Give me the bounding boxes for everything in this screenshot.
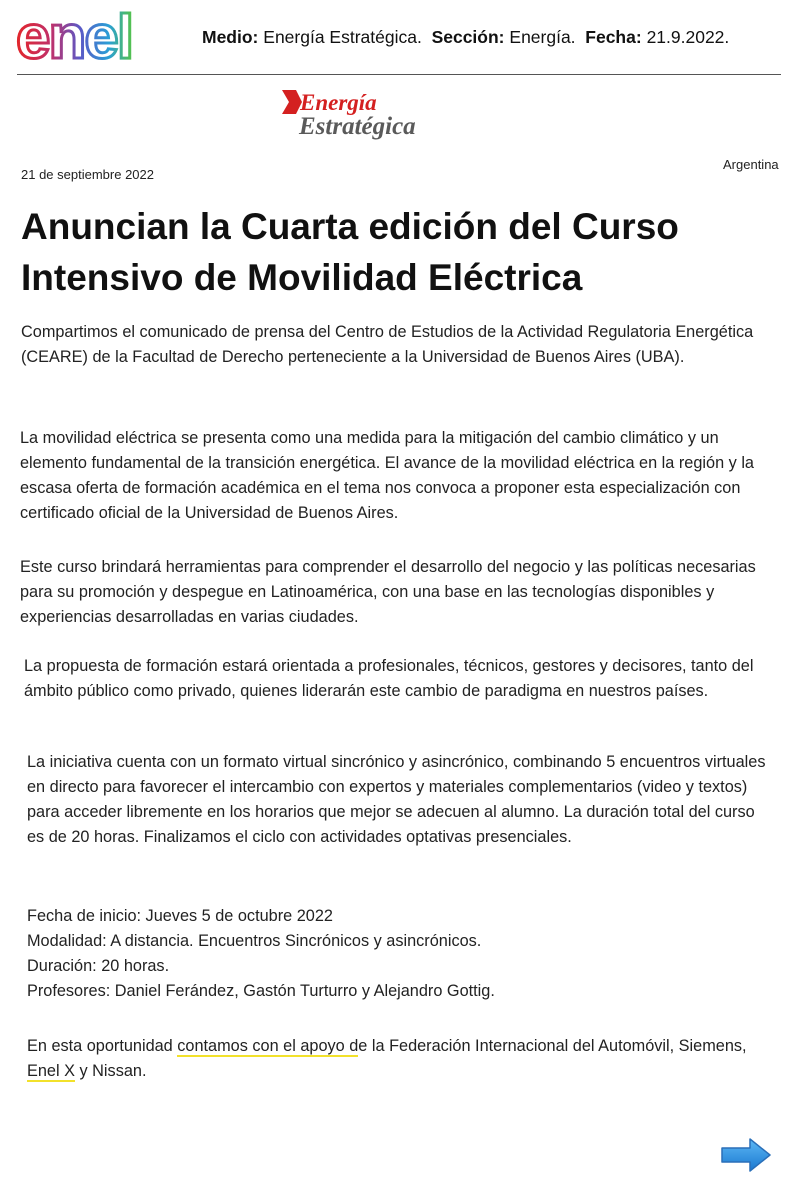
energia-estrategica-logo [280,84,460,144]
medio-label: Medio: [202,27,259,47]
detail-start-date: Fecha de inicio: Jueves 5 de octubre 2022 [27,907,333,925]
header-divider [17,74,781,75]
article-paragraph: La propuesta de formación estará orientada a profesionales, técnicos, gestores y decisores, tanto del ámbito público como privado, quienes liderarán este cambio de paradigma en nuestros países. [24,657,754,700]
svg-text:Estratégica: Estratégica [299,113,416,140]
highlighted-text: contamos con el apoyo d [177,1037,359,1055]
support-paragraph: En esta oportunidad contamos con el apoyo de la Federación Internacional del Automóvil, Siemens, Enel X y Nissan. [27,1037,747,1080]
article-country: Argentina [723,157,779,172]
highlighted-enel-x: Enel X [27,1062,75,1080]
enel-logo-text: enel [16,8,133,68]
article-paragraph: La movilidad eléctrica se presenta como una medida para la mitigación del cambio climático y un elemento fundamental de la transición energética. El avance de la movilidad eléctrica en la región y la escasa oferta de formación académica en el tema nos convoca a proponer esta especialización con certificado oficial de la Universidad de Buenos Aires. [20,429,754,522]
press-metadata [202,27,729,48]
seccion-label: Sección: [431,27,505,47]
article-paragraph: Compartimos el comunicado de prensa del Centro de Estudios de la Actividad Regulatoria Energética (CEARE) de la Facultad de Derecho perteneciente a la Universidad de Buenos Aires (UBA). [21,323,754,366]
article-title: Anuncian la Cuarta edición del Curso Intensivo de Movilidad Eléctrica [21,206,679,298]
detail-professors: Profesores: Daniel Ferández, Gastón Turturro y Alejandro Gottig. [27,982,495,1000]
chevron-icon [282,90,302,114]
seccion-value: Energía. [509,27,576,47]
article-paragraph: Este curso brindará herramientas para comprender el desarrollo del negocio y las políticas necesarias para su promoción y despegue en Latinoamérica, con una base en las tecnologías disponibles y experiencias desarrolladas en varias ciudades. [20,558,756,626]
detail-duration: Duración: 20 horas. [27,957,170,975]
fecha-label: Fecha: [585,27,642,47]
course-details [27,904,787,1004]
article-paragraph: La iniciativa cuenta con un formato virtual sincrónico y asincrónico, combinando 5 encuentros virtuales en directo para favorecer el intercambio con expertos y materiales complementarios (video y textos) para acceder libremente en los horarios que mejor se adecuen al alumno. La duración total del curso es de 20 horas. Finalizamos el ciclo con actividades optativas presenciales. [27,753,766,846]
fecha-value: 21.9.2022. [646,27,730,47]
article-date: 21 de septiembre 2022 [21,167,154,182]
arrow-right-icon[interactable] [720,1137,772,1173]
detail-modality: Modalidad: A distancia. Encuentros Sincrónicos y asincrónicos. [27,932,482,950]
enel-logo [14,8,174,68]
svg-text:Energía: Energía [300,90,377,115]
medio-value: Energía Estratégica. [263,27,422,47]
